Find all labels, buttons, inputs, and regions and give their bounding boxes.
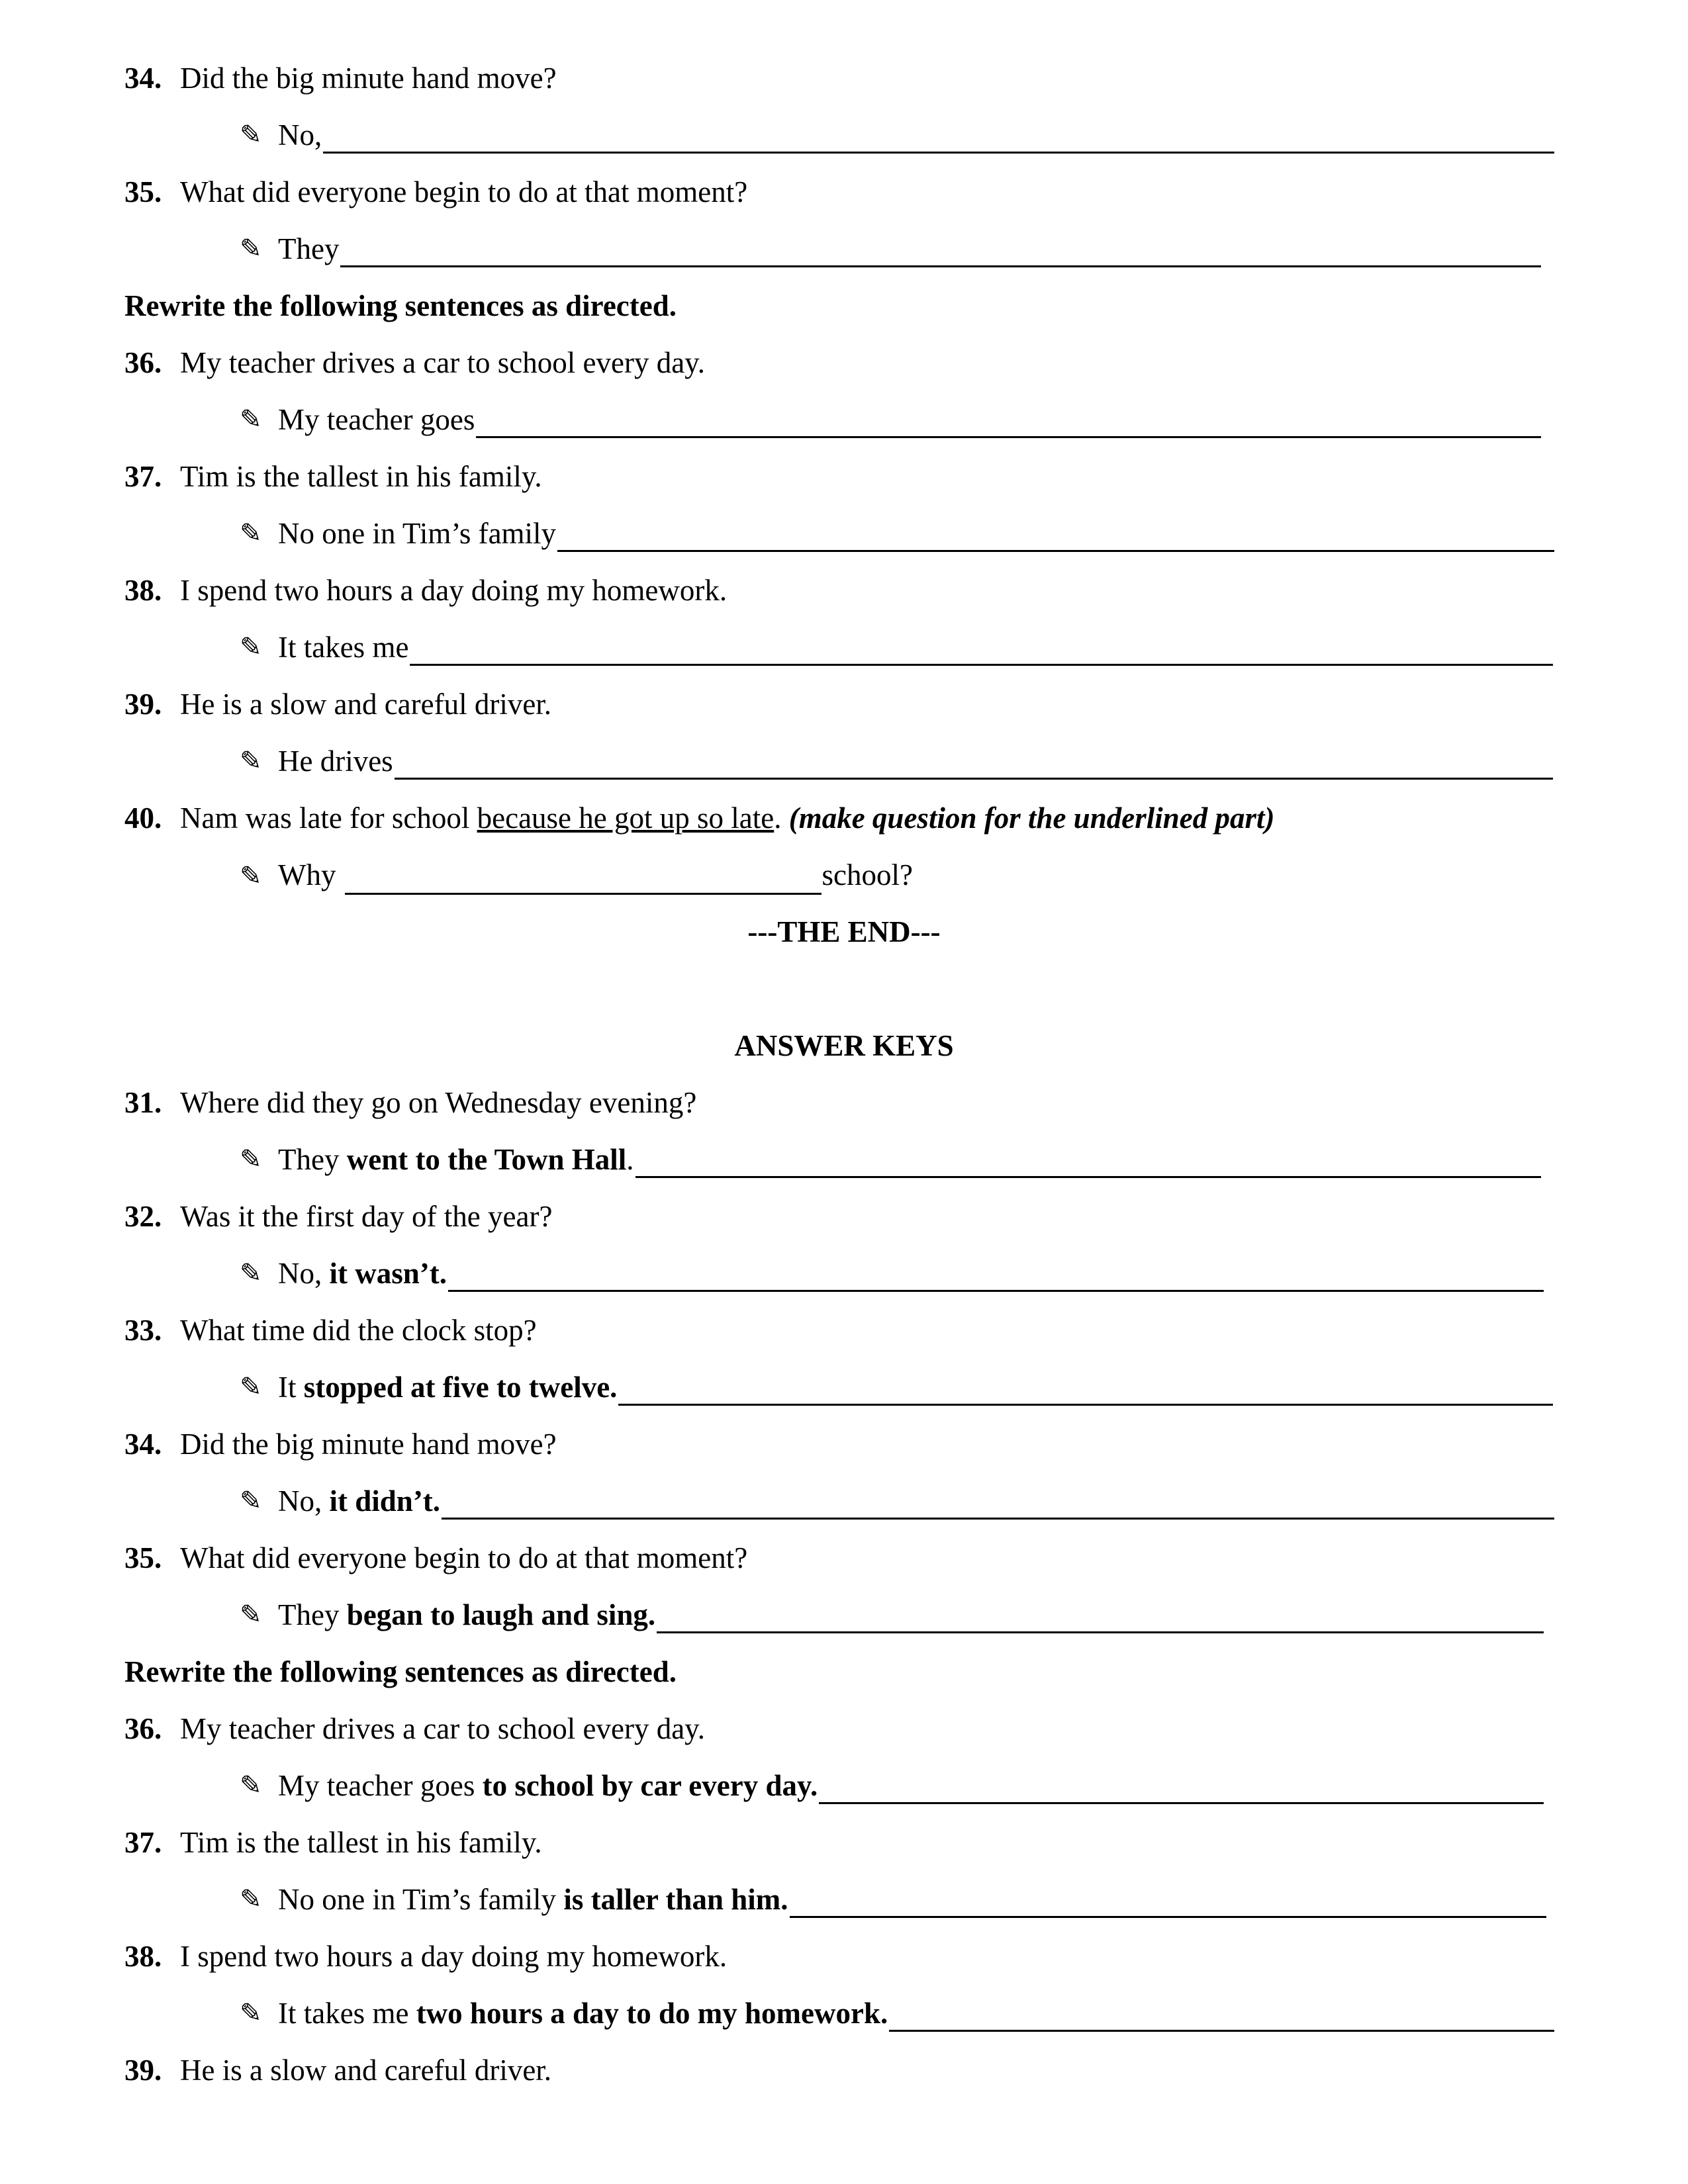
answer-line-37[interactable] bbox=[240, 515, 1554, 552]
question-text: Nam was late for school bbox=[180, 801, 477, 835]
pencil-icon: ✎ bbox=[240, 861, 262, 891]
pencil-icon: ✎ bbox=[240, 120, 262, 150]
answer-prompt: It takes me bbox=[278, 631, 409, 664]
the-end-marker: ---THE END--- bbox=[747, 915, 941, 948]
answer-blank[interactable] bbox=[476, 407, 1541, 438]
question-text: What did everyone begin to do at that moment? bbox=[180, 175, 748, 208]
question-number: 33. bbox=[124, 1314, 162, 1347]
answer-key-38 bbox=[124, 1938, 727, 1975]
answer-prompt: They bbox=[278, 1143, 347, 1176]
answer-line-34[interactable] bbox=[240, 116, 1554, 154]
answer-blank[interactable] bbox=[323, 122, 1554, 154]
question-number: 39. bbox=[124, 688, 162, 721]
answer-keys-title: ANSWER KEYS bbox=[734, 1029, 954, 1062]
answer-tail: . bbox=[626, 1143, 634, 1176]
pencil-icon: ✎ bbox=[240, 1884, 262, 1914]
answer-blank[interactable] bbox=[345, 864, 821, 895]
question-text: What did everyone begin to do at that moment? bbox=[180, 1541, 748, 1574]
pencil-icon: ✎ bbox=[240, 1258, 262, 1288]
answer-blank bbox=[618, 1375, 1553, 1406]
answer-key-line-33 bbox=[240, 1369, 1553, 1406]
question-38 bbox=[124, 572, 727, 609]
pencil-icon: ✎ bbox=[240, 1486, 262, 1516]
answer-key-36 bbox=[124, 1710, 705, 1747]
pencil-icon: ✎ bbox=[240, 1144, 262, 1174]
question-text-end: . bbox=[774, 801, 782, 835]
answer-key-line-34 bbox=[240, 1482, 1554, 1520]
section-heading: Rewrite the following sentences as directed. bbox=[124, 289, 677, 322]
answer-key-37 bbox=[124, 1824, 542, 1861]
underlined-part: because he got up so late bbox=[477, 801, 774, 835]
answer-prompt: It takes me bbox=[278, 1997, 416, 2030]
answer-key-33 bbox=[124, 1312, 537, 1349]
answer-key-line-38 bbox=[240, 1995, 1554, 2032]
answer-blank[interactable] bbox=[395, 749, 1553, 780]
pencil-icon: ✎ bbox=[240, 746, 262, 776]
answer-text: to school by car every day. bbox=[482, 1769, 818, 1802]
answer-key-line-36 bbox=[240, 1767, 1544, 1804]
answer-prompt: My teacher goes bbox=[278, 403, 475, 436]
question-number: 34. bbox=[124, 1428, 162, 1461]
pencil-icon: ✎ bbox=[240, 1372, 262, 1402]
question-number: 38. bbox=[124, 574, 162, 607]
pencil-icon: ✎ bbox=[240, 632, 262, 662]
question-35 bbox=[124, 173, 747, 210]
answer-prompt-end: school? bbox=[821, 858, 913, 891]
question-number: 36. bbox=[124, 346, 162, 379]
answer-key-line-31 bbox=[240, 1141, 1541, 1178]
question-text: I spend two hours a day doing my homework. bbox=[180, 1940, 727, 1973]
pencil-icon: ✎ bbox=[240, 518, 262, 548]
answer-blank bbox=[819, 1773, 1544, 1804]
answer-blank bbox=[657, 1602, 1544, 1633]
answer-blank[interactable] bbox=[557, 521, 1554, 552]
pencil-icon: ✎ bbox=[240, 1600, 262, 1629]
instruction-text: (make question for the underlined part) bbox=[788, 801, 1275, 835]
answer-key-line-32 bbox=[240, 1255, 1544, 1292]
pencil-icon: ✎ bbox=[240, 1770, 262, 1800]
answer-blank bbox=[442, 1488, 1554, 1520]
answer-prompt: No one in Tim’s family bbox=[278, 517, 557, 550]
question-39 bbox=[124, 686, 551, 723]
question-number: 39. bbox=[124, 2054, 162, 2087]
pencil-icon: ✎ bbox=[240, 404, 262, 434]
answer-blank[interactable] bbox=[410, 635, 1553, 666]
answer-text: it wasn’t. bbox=[329, 1257, 447, 1290]
question-text: He is a slow and careful driver. bbox=[180, 688, 552, 721]
question-text: Did the big minute hand move? bbox=[180, 62, 557, 95]
answer-prompt: They bbox=[278, 1598, 347, 1631]
pencil-icon: ✎ bbox=[240, 1998, 262, 2028]
question-text: Did the big minute hand move? bbox=[180, 1428, 557, 1461]
question-number: 31. bbox=[124, 1086, 162, 1119]
answer-prompt: No, bbox=[278, 118, 322, 152]
question-34 bbox=[124, 60, 557, 97]
question-number: 36. bbox=[124, 1712, 162, 1745]
answer-blank[interactable] bbox=[340, 236, 1541, 267]
question-36 bbox=[124, 344, 705, 381]
answer-key-31 bbox=[124, 1084, 696, 1121]
question-number: 37. bbox=[124, 1826, 162, 1859]
answer-prompt: No, bbox=[278, 1484, 330, 1518]
answer-key-line-35 bbox=[240, 1596, 1544, 1633]
question-text: Tim is the tallest in his family. bbox=[180, 1826, 542, 1859]
answer-prompt: No, bbox=[278, 1257, 330, 1290]
answer-key-32 bbox=[124, 1198, 552, 1235]
answer-key-39 bbox=[124, 2052, 551, 2089]
answer-text: it didn’t. bbox=[329, 1484, 441, 1518]
answer-line-38[interactable] bbox=[240, 629, 1553, 666]
answer-text: is taller than him. bbox=[563, 1883, 788, 1916]
answer-prompt: He drives bbox=[278, 745, 393, 778]
question-text: He is a slow and careful driver. bbox=[180, 2054, 552, 2087]
question-text: Tim is the tallest in his family. bbox=[180, 460, 542, 493]
question-number: 37. bbox=[124, 460, 162, 493]
answer-text: stopped at five to twelve. bbox=[303, 1371, 618, 1404]
answer-key-35 bbox=[124, 1539, 747, 1576]
question-number: 40. bbox=[124, 801, 162, 835]
question-text: Was it the first day of the year? bbox=[180, 1200, 553, 1233]
question-number: 35. bbox=[124, 1541, 162, 1574]
answer-prompt: It bbox=[278, 1371, 304, 1404]
answer-text: went to the Town Hall bbox=[346, 1143, 627, 1176]
answer-prompt: Why bbox=[278, 858, 336, 891]
answer-key-line-37 bbox=[240, 1881, 1546, 1918]
answer-prompt: My teacher goes bbox=[278, 1769, 483, 1802]
answer-blank bbox=[790, 1887, 1546, 1918]
question-number: 35. bbox=[124, 175, 162, 208]
pencil-icon: ✎ bbox=[240, 234, 262, 263]
answer-text: two hours a day to do my homework. bbox=[416, 1997, 888, 2030]
question-text: Where did they go on Wednesday evening? bbox=[180, 1086, 697, 1119]
answer-prompt: They bbox=[278, 232, 340, 265]
question-number: 34. bbox=[124, 62, 162, 95]
answer-section-heading: Rewrite the following sentences as directed. bbox=[124, 1655, 677, 1688]
question-text: My teacher drives a car to school every day. bbox=[180, 346, 705, 379]
answer-line-39[interactable] bbox=[240, 743, 1553, 780]
answer-line-35[interactable] bbox=[240, 230, 1541, 267]
answer-line-36[interactable] bbox=[240, 401, 1541, 438]
answer-blank bbox=[635, 1147, 1541, 1178]
question-text: My teacher drives a car to school every day. bbox=[180, 1712, 705, 1745]
question-number: 32. bbox=[124, 1200, 162, 1233]
question-text: I spend two hours a day doing my homework. bbox=[180, 574, 727, 607]
question-text: What time did the clock stop? bbox=[180, 1314, 537, 1347]
answer-line-40[interactable] bbox=[240, 856, 913, 895]
answer-key-34 bbox=[124, 1426, 557, 1463]
answer-blank bbox=[889, 2001, 1554, 2032]
answer-text: began to laugh and sing. bbox=[346, 1598, 656, 1631]
question-37 bbox=[124, 458, 542, 495]
answer-blank bbox=[448, 1261, 1544, 1292]
question-40 bbox=[124, 799, 1275, 837]
answer-prompt: No one in Tim’s family bbox=[278, 1883, 564, 1916]
question-number: 38. bbox=[124, 1940, 162, 1973]
